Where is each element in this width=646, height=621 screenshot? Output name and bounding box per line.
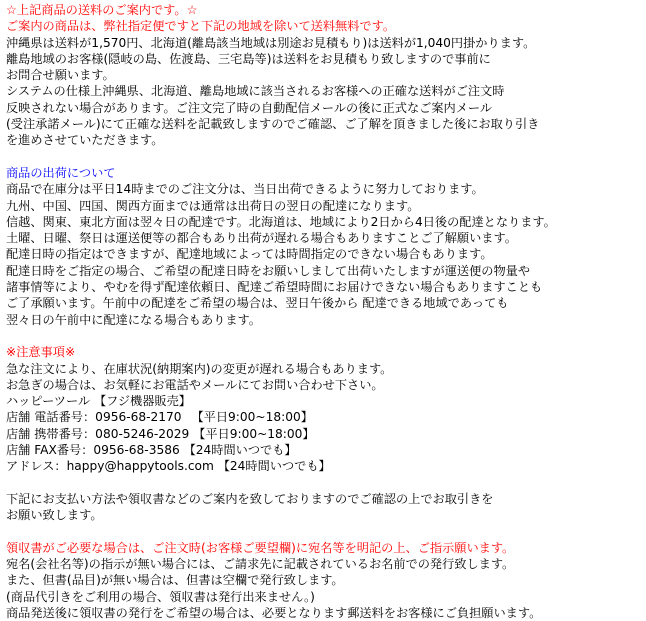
- shipping-notice-title: ☆上記商品の送料のご案内です。☆: [6, 3, 198, 17]
- receipt-line: また、但書(品目)が無い場合は、但書は空欄で発行致します。: [6, 573, 344, 588]
- shipping-line: 離島地域のお客様(隠岐の島、佐渡島、三宅島等)は送料をお見積もり致しますので事前に: [6, 51, 491, 66]
- shipping-line: お問合せ願います。: [6, 68, 115, 83]
- caution-line: お急ぎの場合は、お気軽にお電話やメールにてお問い合わせ下さい。: [6, 377, 384, 392]
- shipping-line: システムの仕様上沖縄県、北海道、離島地域に該当されるお客様への正確な送料がご注文時: [6, 84, 505, 99]
- shop-email: アドレス：happy@happytools.com 【24時間いつでも】: [6, 459, 331, 474]
- dispatch-line: 九州、中国、四国、関西方面までは通常は出荷日の翌日の配達になります。: [6, 198, 420, 213]
- shop-name: ハッピーツール 【フジ機器販売】: [6, 394, 191, 409]
- spacer: [6, 524, 646, 540]
- payment-guide-line: お願い致します。: [6, 508, 103, 523]
- dispatch-line: ご了承願います。午前中の配達をご希望の場合は、翌日午後から 配達できる地域であっても: [6, 296, 509, 311]
- spacer: [6, 328, 646, 344]
- dispatch-line: 翌々日の午前中に配達になる場合もあります。: [6, 312, 261, 327]
- shipping-line: (受注承諾メール)にて正確な送料を記載致しますのでご確認、ご了解を頂きました後にお取り引き: [6, 117, 540, 132]
- shop-fax: 店舗 FAX番号：0956-68-3586 【24時間いつでも】: [6, 443, 297, 458]
- spacer: [6, 149, 646, 165]
- dispatch-line: 諸事情等により、やむを得ず配達依頼日、配達ご希望時間にお届けできない場合もありますことも: [6, 280, 543, 295]
- spacer: [6, 475, 646, 491]
- free-shipping-highlight: ご案内の商品は、弊社指定便ですと下記の地域を除いて送料無料です。: [6, 19, 396, 34]
- payment-guide-line: 下記にお支払い方法や領収書などのご案内を致しておりますのでご確認の上でお取引きを: [6, 491, 494, 506]
- caution-line: 急な注文により、在庫状況(納期案内)の変更が遅れる場合もあります。: [6, 361, 393, 376]
- shipping-line: 沖縄県は送料が1,570円、北海道(離島該当地域は別途お見積もり)は送料が1,040円掛かります。: [6, 35, 536, 50]
- caution-section-title: ※注意事項※: [6, 345, 76, 360]
- receipt-line: (商品代引きをご利用の場合、領収書は発行出来ません。): [6, 589, 315, 604]
- shop-phone: 店舗 電話番号：0956-68-2170 【平日9:00~18:00】: [6, 410, 313, 425]
- receipt-line: 宛名(会社名等)の指示が無い場合には、ご請求先に記載されているお名前での発行致します。: [6, 557, 515, 572]
- dispatch-line: 配達日時の指定はできますが、配達地域によっては時間指定のできない場合もあります。: [6, 247, 493, 262]
- dispatch-line: 商品で在庫分は平日14時までのご注文分は、当日出荷できるように努力しております。: [6, 182, 484, 197]
- receipt-line: 商品発送後に領収書の発行をご希望の場合は、必要となります郵送料をお客様にご負担願います。: [6, 605, 542, 620]
- dispatch-line: 配達日時をご指定の場合、ご希望の配達日時をお願いしまして出荷いたしますが運送便の物量や: [6, 263, 531, 278]
- receipt-section-title: 領収書がご必要な場合は、ご注文時(お客様ご要望欄)に宛名等を明記の上、ご指示願います。: [6, 540, 515, 555]
- shipping-line: 反映されない場合があります。ご注文完了時の自動配信メールの後に正式なご案内メール: [6, 100, 493, 115]
- shop-mobile: 店舗 携帯番号：080-5246-2029 【平日9:00~18:00】: [6, 426, 315, 441]
- dispatch-line: 土曜、日曜、祭日は運送便等の都合もあり出荷が遅れる場合もありますことご了解願います。: [6, 231, 517, 246]
- shipping-line: を進めさせていただきます。: [6, 133, 164, 148]
- dispatch-section-title: 商品の出荷について: [6, 165, 116, 180]
- dispatch-line: 信越、関東、東北方面は翌々日の配達です。北海道は、地域により2日から4日後の配達となります。: [6, 214, 556, 229]
